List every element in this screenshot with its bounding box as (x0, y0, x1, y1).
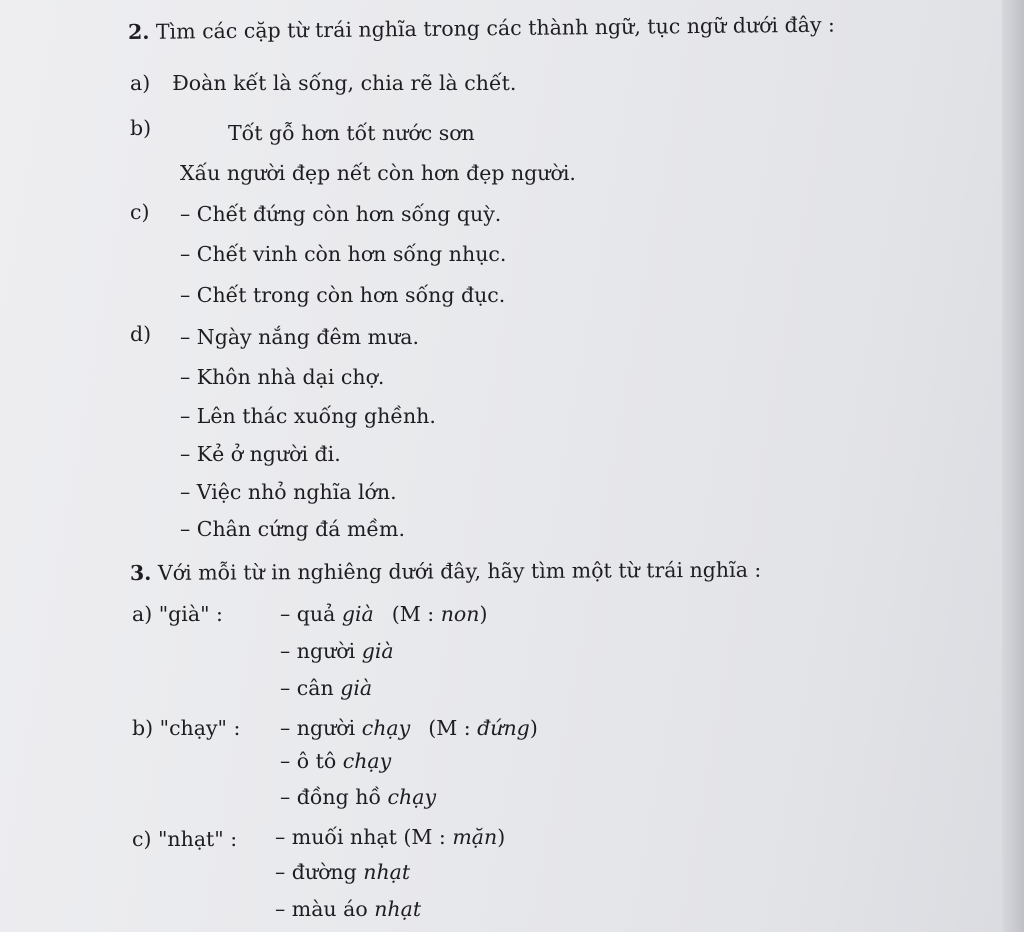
item-marker-d: d) (130, 322, 152, 346)
group-a-label: a) "già" : (132, 602, 223, 626)
group-c-item-3: – màu áo nhạt (275, 897, 422, 921)
example-word: đứng (477, 716, 530, 740)
group-c-item-2: – đường nhạt (275, 860, 411, 884)
group-a-item-2: – người già (280, 639, 394, 663)
exercise-3-prompt: Với mỗi từ in nghiêng dưới đây, hãy tìm một từ trái nghĩa : (157, 557, 762, 585)
group-c-label: c) "nhạt" : (132, 827, 238, 851)
exercise-2d-item-3: – Lên thác xuống ghềnh. (180, 404, 436, 428)
exercise-2c-item-2: – Chết vinh còn hơn sống nhục. (180, 242, 507, 266)
exercise-2c-item-3: – Chết trong còn hơn sống đục. (180, 283, 506, 307)
italic-word: già (340, 676, 373, 700)
exercise-2a (130, 73, 516, 94)
group-b-label: b) "chạy" : (132, 716, 241, 740)
italic-word: chạy (387, 785, 437, 809)
exercise-2-prompt: Tìm các cặp từ trái nghĩa trong các thành ngữ, tục ngữ dưới đây : (155, 12, 836, 44)
italic-word: nhạt (374, 897, 422, 921)
group-b-item-3: – đồng hồ chạy (280, 785, 437, 809)
group-a-item-1: – quả già (M : non) (280, 602, 488, 626)
italic-word: chạy (361, 716, 411, 740)
exercise-2-number: 2. (127, 19, 150, 44)
italic-word: nhạt (363, 860, 411, 884)
italic-word: chạy (342, 749, 392, 773)
exercise-2d-item-6: – Chân cứng đá mềm. (180, 517, 405, 541)
exercise-3-number: 3. (129, 560, 152, 585)
exercise-2a-text: Đoàn kết là sống, chia rẽ là chết. (172, 71, 517, 95)
exercise-3-heading (129, 557, 762, 585)
item-marker-c: c) (130, 200, 150, 224)
italic-word: già (361, 639, 394, 663)
exercise-2d-item-1: – Ngày nắng đêm mưa. (180, 325, 420, 349)
page-edge-shadow (1002, 0, 1024, 932)
exercise-2d-item-4: – Kẻ ở người đi. (180, 442, 341, 466)
example-word: mặn (452, 825, 498, 849)
item-marker-a: a) (130, 71, 151, 95)
exercise-2b-line1: Tốt gỗ hơn tốt nước sơn (228, 121, 475, 145)
group-b-item-1: – người chạy (M : đứng) (280, 716, 538, 740)
example-word: non (440, 602, 480, 626)
italic-word: già (341, 602, 374, 626)
exercise-2b-line2: Xấu người đẹp nết còn hơn đẹp người. (180, 161, 576, 185)
group-b-item-2: – ô tô chạy (280, 749, 392, 773)
exercise-2c-item-1: – Chết đứng còn hơn sống quỳ. (180, 202, 502, 226)
exercise-2d-item-5: – Việc nhỏ nghĩa lớn. (180, 480, 397, 504)
group-a-item-3: – cân già (280, 676, 373, 700)
exercise-2-heading (127, 12, 836, 44)
item-marker-b: b) (130, 116, 152, 140)
group-c-item-1: – muối nhạt (M : mặn) (275, 825, 506, 849)
exercise-2d-item-2: – Khôn nhà dại chợ. (180, 365, 385, 389)
